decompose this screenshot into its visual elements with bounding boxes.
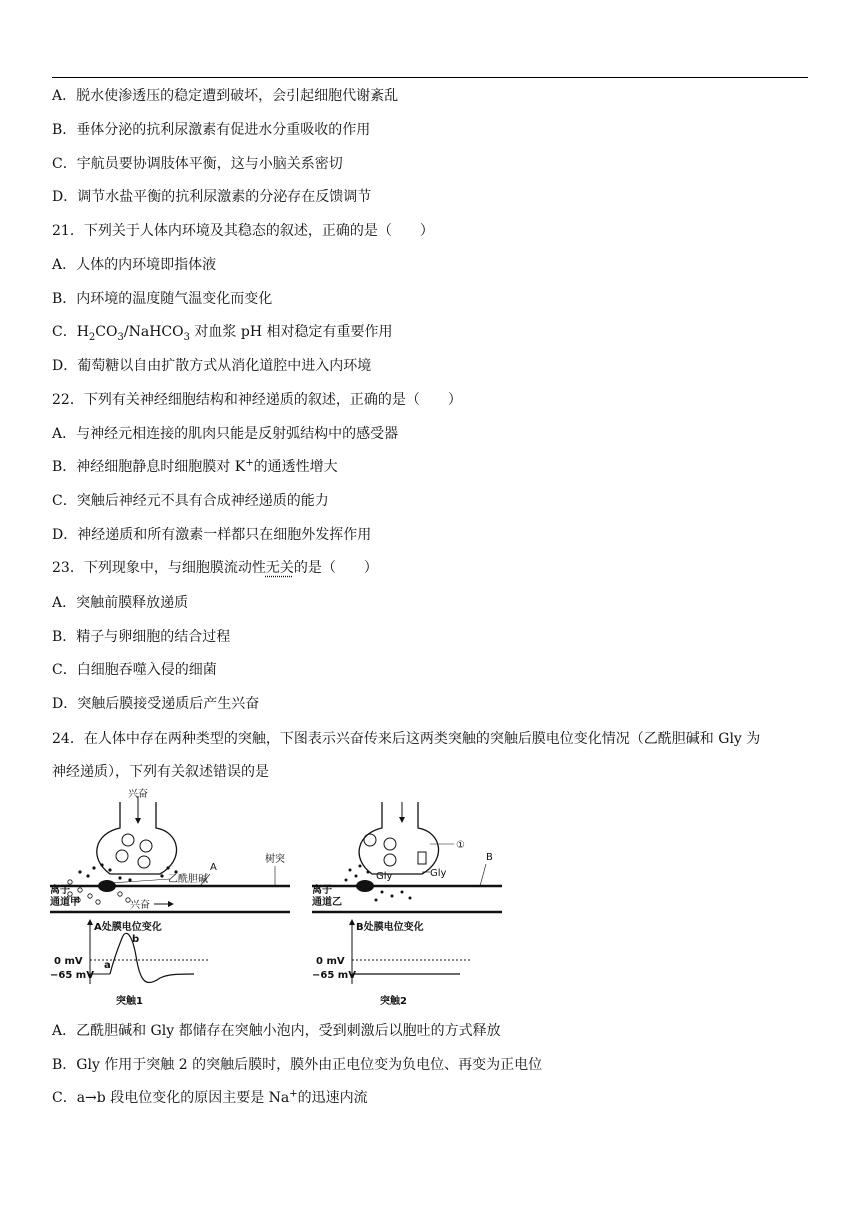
gly-label-2: Gly xyxy=(430,868,447,879)
q22-option-c: C．突触后神经元不具有合成神经递质的能力 xyxy=(52,493,329,509)
synapse-2-label: 突触2 xyxy=(380,996,407,1007)
q24-option-b: B．Gly 作用于突触 2 的突触后膜时，膜外由正电位变为负电位、再变为正电位 xyxy=(52,1057,543,1073)
q22-option-d: D．神经递质和所有激素一样都只在细胞外发挥作用 xyxy=(52,527,372,543)
ach-label: 乙酰胆碱 xyxy=(168,874,208,885)
q22-option-b: B．神经细胞静息时细胞膜对 K+的通透性增大 xyxy=(52,457,338,475)
q24-option-c: C．a→b 段电位变化的原因主要是 Na+的迅速内流 xyxy=(52,1088,368,1106)
graph2-minus65: −65 mV xyxy=(312,970,356,981)
emphasis-text: 无关 xyxy=(265,560,294,576)
q23-option-d: D．突触后膜接受递质后产生兴奋 xyxy=(52,696,260,712)
q20-option-c: C．宇航员要协调肢体平衡，这与小脑关系密切 xyxy=(52,156,343,172)
q21-option-c: C．$H_2CO_3/NaHCO_3$ 对血浆 pH 相对稳定有重要作用 xyxy=(52,324,393,343)
q21-stem: 21．下列关于人体内环境及其稳态的叙述，正确的是（ ） xyxy=(52,223,434,239)
graph-2 xyxy=(312,919,470,1007)
q24-stem-line2: 神经递质），下列有关叙述错误的是 xyxy=(52,764,269,780)
graph2-zero: 0 mV xyxy=(316,956,345,967)
graph1-minus65: −65 mV xyxy=(50,970,94,981)
dendrite-label: 树突 xyxy=(265,854,285,865)
label-a: A xyxy=(210,862,217,873)
q20-option-d: D．调节水盐平衡的抗利尿激素的分泌存在反馈调节 xyxy=(52,189,372,205)
graph1-zero: 0 mV xyxy=(54,956,83,967)
gly-label-1: Gly xyxy=(376,871,393,882)
graph-1 xyxy=(50,919,210,1007)
channel1-label: 通道甲 xyxy=(50,897,80,908)
point-a: a xyxy=(104,960,111,971)
q21-option-b: B．内环境的温度随气温变化而变化 xyxy=(52,291,273,307)
q20-option-b: B．垂体分泌的抗利尿激素有促进水分重吸收的作用 xyxy=(52,122,371,138)
marker-1: ① xyxy=(456,840,465,851)
synapse-1-label: 突触1 xyxy=(116,996,143,1007)
synapse-2-diagram xyxy=(312,802,502,912)
ion-label-2: 离子 xyxy=(312,885,332,896)
q23-option-c: C．白细胞吞噬入侵的细菌 xyxy=(52,662,217,678)
graph2-title: B处膜电位变化 xyxy=(356,922,424,933)
point-b: b xyxy=(132,934,140,945)
header-rule xyxy=(52,77,808,78)
synapse-1-diagram xyxy=(50,788,290,912)
q24-stem-line1: 24．在人体中存在两种类型的突触，下图表示兴奋传来后这两类突触的突触后膜电位变化情况（乙酰胆碱和 Gly 为 xyxy=(52,731,761,747)
q22-option-a: A．与神经元相连接的肌肉只能是反射弧结构中的感受器 xyxy=(52,426,399,442)
label-b: B xyxy=(486,852,493,863)
q21-option-a: A．人体的内环境即指体液 xyxy=(52,257,217,273)
q23-option-b: B．精子与卵细胞的结合过程 xyxy=(52,629,231,645)
q24-option-a: A．乙酰胆碱和 Gly 都储存在突触小泡内，受到刺激后以胞吐的方式释放 xyxy=(52,1023,501,1039)
excite-top-label: 兴奋 xyxy=(128,789,148,800)
excite-arrow-label: 兴奋 xyxy=(130,900,150,911)
synapse-figure xyxy=(50,788,502,1014)
q20-option-a: A．脱水使渗透压的稳定遭到破坏，会引起细胞代谢紊乱 xyxy=(52,88,399,104)
channel2-label: 通道乙 xyxy=(312,897,342,908)
q22-stem: 22．下列有关神经细胞结构和神经递质的叙述，正确的是（ ） xyxy=(52,392,462,408)
q21-option-d: D．葡萄糖以自由扩散方式从消化道腔中进入内环境 xyxy=(52,358,372,374)
q23-option-a: A．突触前膜释放递质 xyxy=(52,595,189,611)
ion-label-1: 离子 xyxy=(50,885,70,896)
graph1-title: A处膜电位变化 xyxy=(94,922,162,933)
q23-stem: 23．下列现象中，与细胞膜流动性无关的是（ ） xyxy=(52,560,378,576)
